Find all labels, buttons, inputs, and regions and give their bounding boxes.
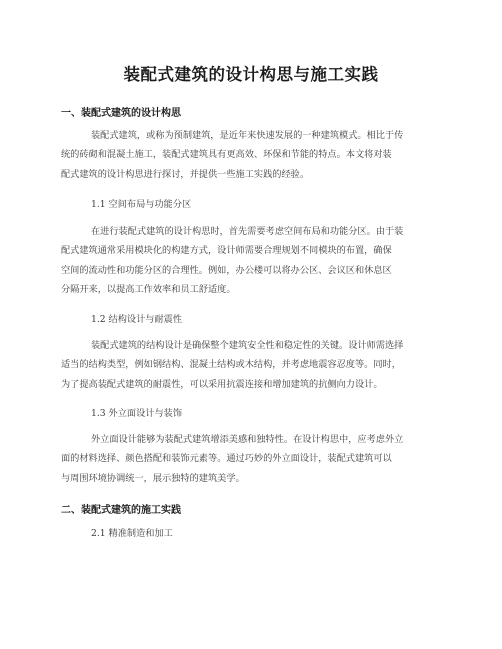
paragraph-line: 配式建筑通常采用模块化的构建方式，设计师需要合理规划不同模块的布置，确保 [61, 245, 392, 257]
paragraph-line: 空间的流动性和功能分区的合理性。例如，办公楼可以将办公区、会议区和休息区 [61, 264, 392, 276]
paragraph-line: 装配式建筑，或称为预制建筑，是近年来快速发展的一种建筑模式。相比于传 [91, 130, 404, 141]
paragraph-line: 在进行装配式建筑的设计构思时，首先需要考虑空间布局和功能分区。由于装 [91, 226, 404, 237]
paragraph-line: 分隔开来，以提高工作效率和员工舒适度。 [61, 283, 236, 295]
subsection-heading: 1.2 结构设计与耐震性 [91, 314, 183, 325]
subsection-heading: 2.1 精准制造和加工 [91, 528, 173, 539]
section-heading: 二、装配式建筑的施工实践 [61, 505, 181, 516]
paragraph-line: 适当的结构类型，例如钢结构、混凝土结构或木结构，并考虑地震容忍度等。同时， [61, 359, 401, 371]
paragraph [61, 430, 441, 488]
paragraph-line: 装配式建筑的结构设计是确保整个建筑安全性和稳定性的关键。设计师需选择 [91, 340, 404, 351]
paragraph-line: 外立面设计能够为装配式建筑增添美感和独特性。在设计构思中，应考虑外立 [91, 434, 404, 445]
paragraph-line: 与周围环境协调统一，展示独特的建筑美学。 [61, 472, 245, 484]
paragraph-line: 统的砖砌和混凝土施工，装配式建筑具有更高效、环保和节能的特点。本文将对装 [61, 149, 392, 161]
paragraph [61, 222, 441, 299]
paragraph [61, 126, 441, 184]
section-heading: 一、装配式建筑的设计构思 [61, 108, 181, 119]
paragraph-line: 为了提高装配式建筑的耐震性，可以采用抗震连接和增加建筑的抗侧向力设计。 [61, 378, 383, 390]
subsection-heading: 1.3 外立面设计与装饰 [91, 408, 183, 419]
subsection-heading: 1.1 空间布局与功能分区 [91, 199, 192, 210]
paragraph [61, 336, 441, 394]
paragraph-line: 面的材料选择、颜色搭配和装饰元素等。通过巧妙的外立面设计，装配式建筑可以 [61, 453, 392, 465]
document-title: 装配式建筑的设计构思与施工实践 [123, 65, 379, 84]
paragraph-line: 配式建筑的设计构思进行探讨，并提供一些施工实践的经验。 [61, 168, 310, 180]
